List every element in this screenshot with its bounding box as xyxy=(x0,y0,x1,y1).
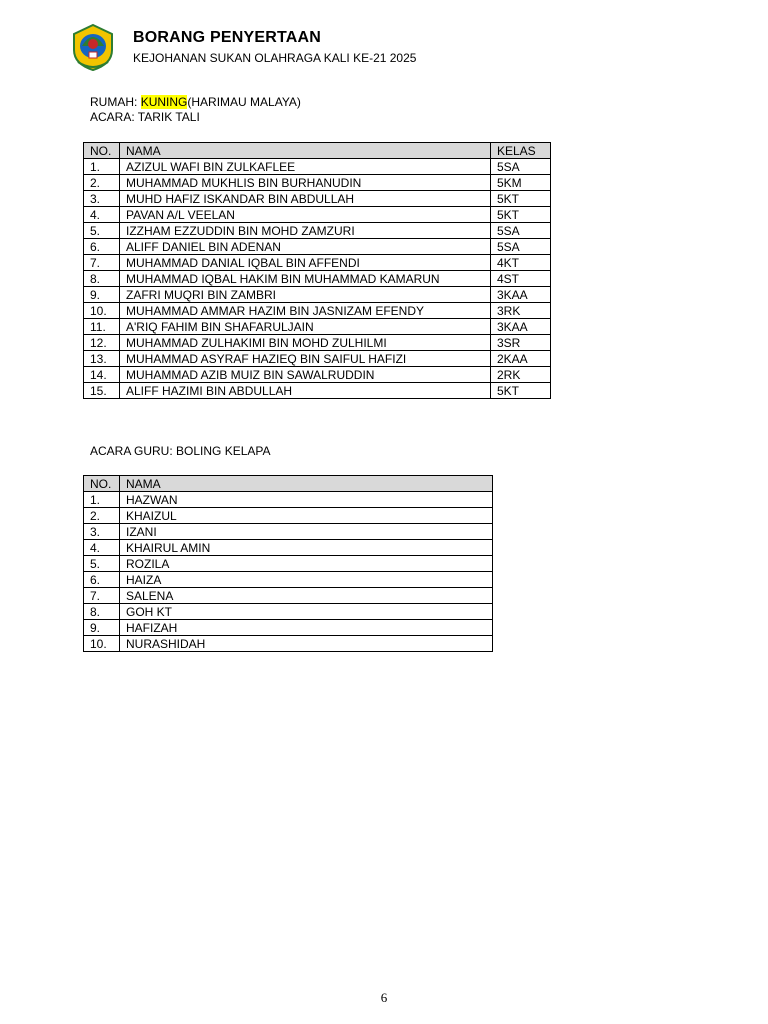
table-row xyxy=(84,271,551,287)
cell-no: 7. xyxy=(84,588,120,604)
cell-nama: MUHAMMAD ZULHAKIMI BIN MOHD ZULHILMI xyxy=(120,335,491,351)
table-row xyxy=(84,620,493,636)
table-row xyxy=(84,255,551,271)
cell-no: 14. xyxy=(84,367,120,383)
table-row xyxy=(84,492,493,508)
table-row xyxy=(84,383,551,399)
house-value: KUNING xyxy=(140,95,188,109)
table-row xyxy=(84,572,493,588)
cell-no: 2. xyxy=(84,508,120,524)
cell-nama: ALIFF HAZIMI BIN ABDULLAH xyxy=(120,383,491,399)
cell-nama: AZIZUL WAFI BIN ZULKAFLEE xyxy=(120,159,491,175)
table-row xyxy=(84,524,493,540)
cell-kelas: 5KT xyxy=(491,383,551,399)
cell-kelas: 2RK xyxy=(491,367,551,383)
cell-kelas: 4KT xyxy=(491,255,551,271)
cell-no: 15. xyxy=(84,383,120,399)
table-row xyxy=(84,604,493,620)
table-row xyxy=(84,303,551,319)
cell-nama: MUHAMMAD MUKHLIS BIN BURHANUDIN xyxy=(120,175,491,191)
cell-no: 4. xyxy=(84,207,120,223)
table-row xyxy=(84,287,551,303)
cell-nama: HAZWAN xyxy=(120,492,493,508)
cell-nama: HAIZA xyxy=(120,572,493,588)
cell-no: 1. xyxy=(84,492,120,508)
table-header-row xyxy=(84,143,551,159)
house-line xyxy=(90,95,301,110)
cell-no: 4. xyxy=(84,540,120,556)
table-row xyxy=(84,191,551,207)
cell-no: 8. xyxy=(84,604,120,620)
cell-nama: MUHAMMAD ASYRAF HAZIEQ BIN SAIFUL HAFIZI xyxy=(120,351,491,367)
table-row xyxy=(84,367,551,383)
house-label: RUMAH: xyxy=(90,95,138,109)
cell-no: 8. xyxy=(84,271,120,287)
cell-kelas: 5SA xyxy=(491,223,551,239)
table-row xyxy=(84,636,493,652)
cell-nama: GOH KT xyxy=(120,604,493,620)
event-line: ACARA: TARIK TALI xyxy=(90,110,200,124)
teachers-table xyxy=(83,475,493,652)
cell-nama: A'RIQ FAHIM BIN SHAFARULJAIN xyxy=(120,319,491,335)
column-header-no: NO. xyxy=(84,476,120,492)
cell-no: 6. xyxy=(84,239,120,255)
cell-nama: MUHD HAFIZ ISKANDAR BIN ABDULLAH xyxy=(120,191,491,207)
cell-no: 7. xyxy=(84,255,120,271)
cell-no: 13. xyxy=(84,351,120,367)
table-row xyxy=(84,159,551,175)
table-row xyxy=(84,175,551,191)
cell-no: 6. xyxy=(84,572,120,588)
school-crest-logo xyxy=(68,22,118,72)
cell-kelas: 3RK xyxy=(491,303,551,319)
cell-kelas: 5SA xyxy=(491,159,551,175)
cell-no: 3. xyxy=(84,524,120,540)
cell-no: 9. xyxy=(84,620,120,636)
cell-kelas: 3KAA xyxy=(491,319,551,335)
cell-kelas: 3SR xyxy=(491,335,551,351)
table-row xyxy=(84,508,493,524)
cell-no: 10. xyxy=(84,303,120,319)
cell-nama: MUHAMMAD AMMAR HAZIM BIN JASNIZAM EFENDY xyxy=(120,303,491,319)
table-row xyxy=(84,335,551,351)
cell-nama: SALENA xyxy=(120,588,493,604)
cell-no: 5. xyxy=(84,223,120,239)
table-row xyxy=(84,207,551,223)
form-title: BORANG PENYERTAAN xyxy=(133,29,322,46)
teacher-event-line: ACARA GURU: BOLING KELAPA xyxy=(90,444,271,458)
column-header-nama: NAMA xyxy=(120,476,493,492)
cell-no: 1. xyxy=(84,159,120,175)
cell-nama: HAFIZAH xyxy=(120,620,493,636)
cell-nama: ALIFF DANIEL BIN ADENAN xyxy=(120,239,491,255)
cell-nama: ROZILA xyxy=(120,556,493,572)
cell-nama: MUHAMMAD DANIAL IQBAL BIN AFFENDI xyxy=(120,255,491,271)
cell-no: 5. xyxy=(84,556,120,572)
cell-kelas: 5KT xyxy=(491,207,551,223)
cell-nama: ZAFRI MUQRI BIN ZAMBRI xyxy=(120,287,491,303)
cell-nama: KHAIZUL xyxy=(120,508,493,524)
cell-nama: MUHAMMAD AZIB MUIZ BIN SAWALRUDDIN xyxy=(120,367,491,383)
table-row xyxy=(84,556,493,572)
cell-no: 3. xyxy=(84,191,120,207)
cell-nama: IZANI xyxy=(120,524,493,540)
cell-kelas: 5KT xyxy=(491,191,551,207)
participants-table xyxy=(83,142,551,399)
column-header-kelas: KELAS xyxy=(491,143,551,159)
cell-no: 9. xyxy=(84,287,120,303)
cell-nama: NURASHIDAH xyxy=(120,636,493,652)
form-subtitle: KEJOHANAN SUKAN OLAHRAGA KALI KE-21 2025 xyxy=(133,51,417,65)
cell-nama: KHAIRUL AMIN xyxy=(120,540,493,556)
table-row xyxy=(84,540,493,556)
cell-nama: MUHAMMAD IQBAL HAKIM BIN MUHAMMAD KAMARUN xyxy=(120,271,491,287)
table-row xyxy=(84,319,551,335)
cell-kelas: 3KAA xyxy=(491,287,551,303)
table-row xyxy=(84,351,551,367)
cell-nama: IZZHAM EZZUDDIN BIN MOHD ZAMZURI xyxy=(120,223,491,239)
house-suffix: (HARIMAU MALAYA) xyxy=(187,95,301,109)
column-header-no: NO. xyxy=(84,143,120,159)
cell-kelas: 5KM xyxy=(491,175,551,191)
table-row xyxy=(84,588,493,604)
cell-no: 2. xyxy=(84,175,120,191)
cell-kelas: 5SA xyxy=(491,239,551,255)
cell-nama: PAVAN A/L VEELAN xyxy=(120,207,491,223)
cell-kelas: 2KAA xyxy=(491,351,551,367)
cell-no: 12. xyxy=(84,335,120,351)
table-row xyxy=(84,223,551,239)
cell-kelas: 4ST xyxy=(491,271,551,287)
cell-no: 11. xyxy=(84,319,120,335)
page-number: 6 xyxy=(380,990,388,1005)
column-header-nama: NAMA xyxy=(120,143,491,159)
table-row xyxy=(84,239,551,255)
table-header-row xyxy=(84,476,493,492)
cell-no: 10. xyxy=(84,636,120,652)
